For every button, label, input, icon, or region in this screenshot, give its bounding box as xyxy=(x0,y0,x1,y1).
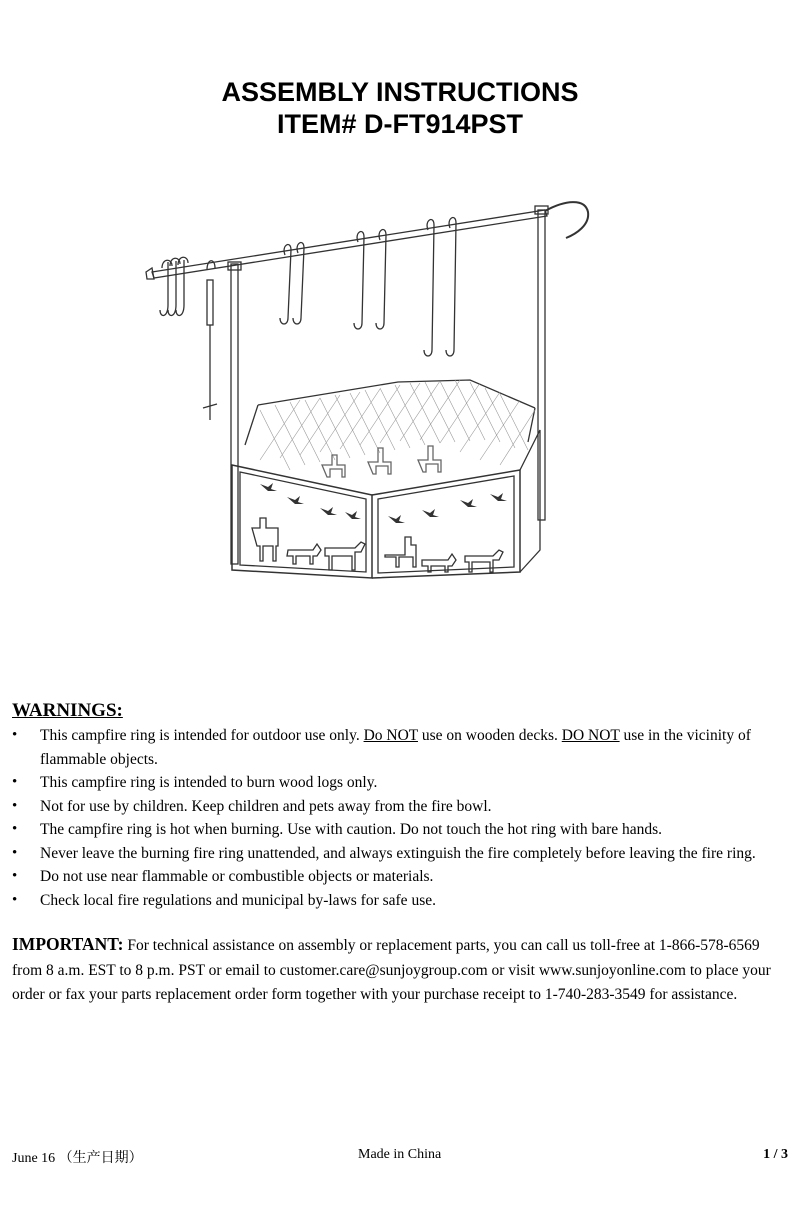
right-post xyxy=(535,206,548,520)
list-item: • Do not use near flammable or combustible objects or materials. xyxy=(12,865,782,889)
important-label: IMPORTANT: xyxy=(12,934,124,954)
important-notice xyxy=(12,932,787,1008)
hanging-rod xyxy=(146,202,588,279)
footer-date: June 16 （生产日期） xyxy=(12,1151,143,1166)
campfire-ring-with-hanging-rod-illustration xyxy=(130,190,600,610)
underlined-text: DO NOT xyxy=(561,727,620,744)
list-item: • Check local fire regulations and municipal by-laws for safe use. xyxy=(12,889,782,913)
list-item: • This campfire ring is intended to burn wood logs only. xyxy=(12,771,782,795)
poker-tool xyxy=(203,261,217,420)
left-post xyxy=(228,262,241,564)
list-item: • This campfire ring is intended for outdoor use only. Do NOT use on wooden decks. DO NOT use in the vicinity of flammable objects. xyxy=(12,724,782,771)
list-item: • Not for use by children. Keep children and pets away from the fire bowl. xyxy=(12,795,782,819)
important-text: For technical assistance on assembly or replacement parts, you can call us toll-free at 1-866-578-6569 from 8 a.m. EST to 8 p.m. PST or email to customer.care@sunjoygroup.com or visit www.sunjoyonline.com to place your order or fax your parts replacement order form together with your purchase receipt to 1-740-283-3549 for assistance. xyxy=(12,937,771,1003)
warnings-list xyxy=(12,724,782,912)
title-line-2: ITEM# D-FT914PST xyxy=(276,109,524,139)
bird-cutouts xyxy=(260,483,507,523)
list-item: • Never leave the burning fire ring unattended, and always extinguish the fire completely before leaving the fire ring. xyxy=(12,842,782,866)
warnings-heading: WARNINGS: xyxy=(12,700,123,721)
page-title xyxy=(0,76,800,140)
list-item: • The campfire ring is hot when burning. Use with caution. Do not touch the hot ring with bare hands. xyxy=(12,818,782,842)
fire-ring xyxy=(232,380,540,578)
title-line-1: ASSEMBLY INSTRUCTIONS xyxy=(221,77,579,107)
hook-set-1 xyxy=(160,257,188,315)
page-number: 1 / 3 xyxy=(763,1147,788,1162)
footer-origin: Made in China xyxy=(358,1147,442,1162)
underlined-text: Do NOT xyxy=(363,727,418,744)
